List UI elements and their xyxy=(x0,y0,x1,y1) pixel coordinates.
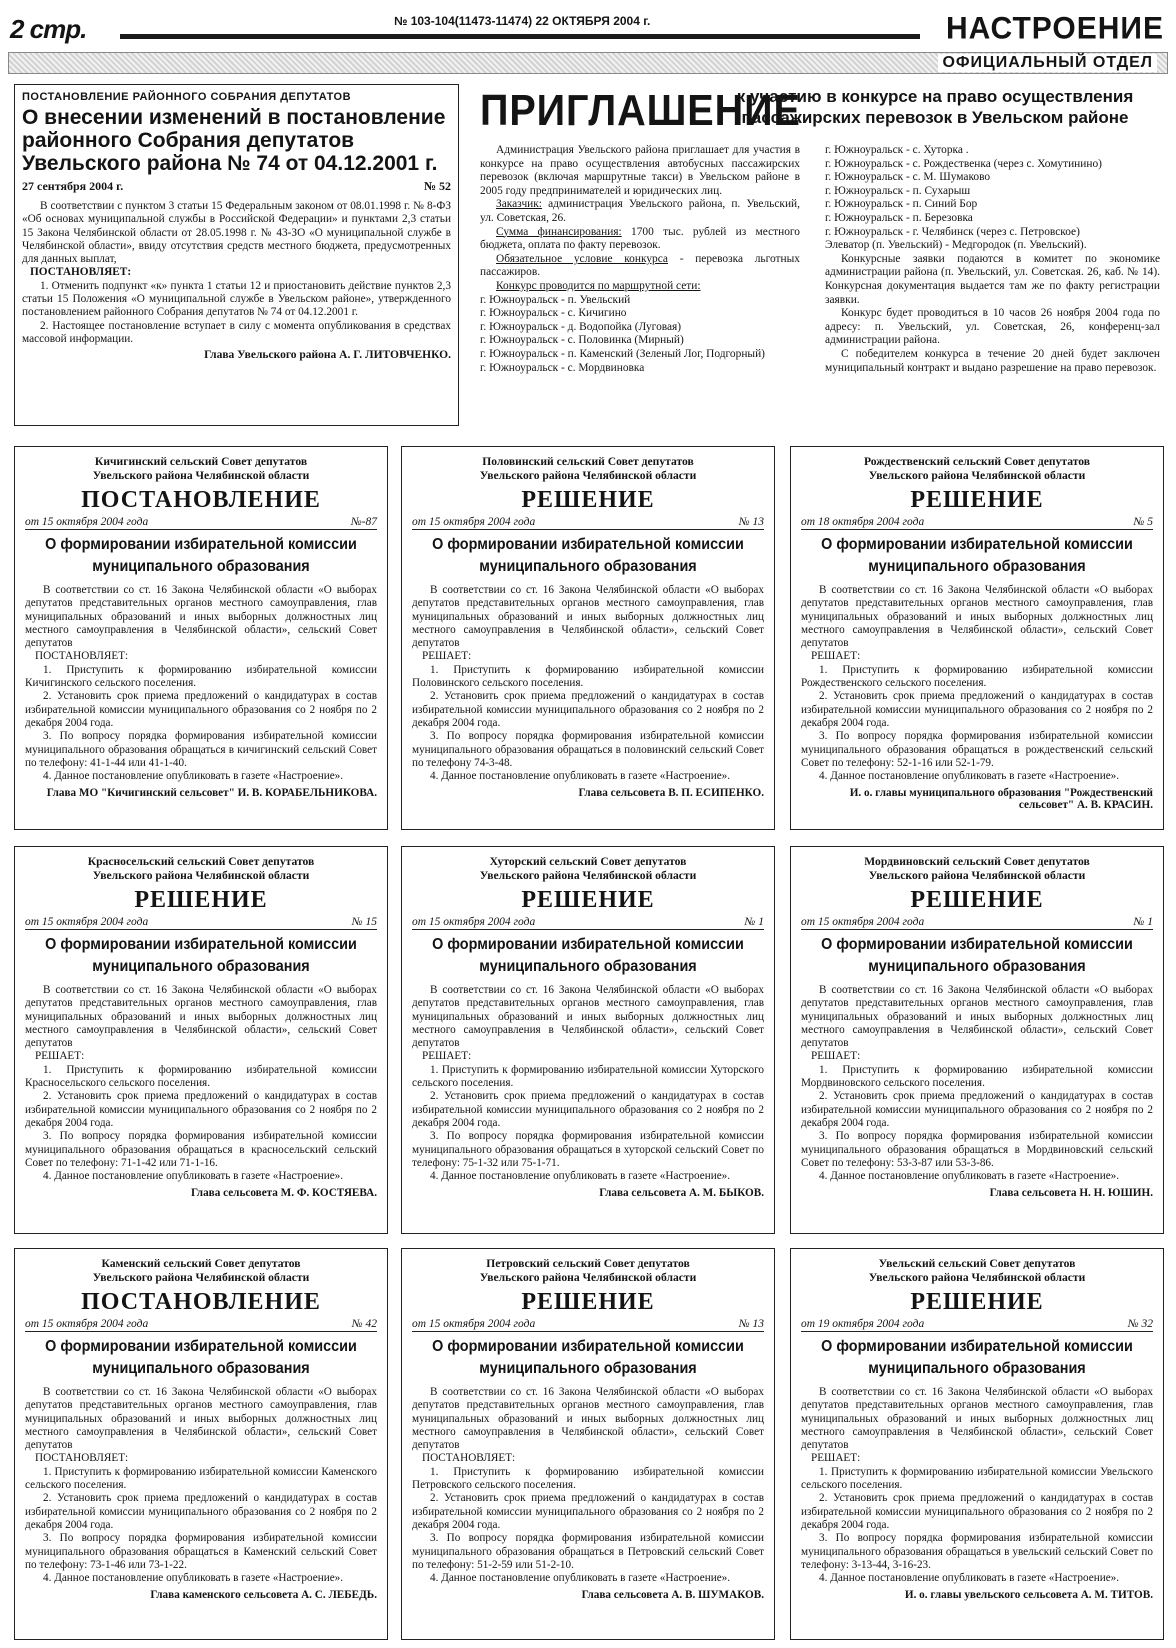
invitation-col-right xyxy=(825,144,1160,375)
card-dateline xyxy=(412,916,764,930)
card-item: 1. Приступить к формированию избирательной комиссии Кичигинского сельского поселения. xyxy=(25,663,377,690)
section-title: ОФИЦИАЛЬНЫЙ ОТДЕЛ xyxy=(938,54,1157,72)
issue-line: № 103-104(11473-11474) 22 ОКТЯБРЯ 2004 г. xyxy=(394,14,651,28)
invitation-customer: Заказчик: администрация Увельского района, п. Увельский, ул. Советская, 26. xyxy=(480,198,800,224)
resolution-box xyxy=(14,84,459,426)
invitation-condition: Обязательное условие конкурса - перевозка льготных пассажиров. xyxy=(480,252,800,279)
card-region: Увельского района Челябинской области xyxy=(868,1271,1086,1284)
route-item: г. Южноуральск - с. Мордвиновка xyxy=(480,361,645,374)
card-item: 1. Приступить к формированию избирательной комиссии Хуторского сельского поселения. xyxy=(412,1063,764,1090)
route-item: г. Южноуральск - п. Увельский xyxy=(480,293,631,306)
card-region: Увельского района Челябинской области xyxy=(92,469,310,482)
council-card-mordvinovka xyxy=(790,846,1164,1234)
card-dateline xyxy=(801,916,1153,930)
card-item: 2. Установить срок приема предложений о кандидатурах в состав избирательной комиссии муниципального образования со 2 ноября по 2 декабря 2004 года. xyxy=(25,690,377,729)
card-item: 2. Установить срок приема предложений о кандидатурах в состав избирательной комиссии муниципального образования со 2 ноября по 2 декабря 2004 года. xyxy=(412,690,764,729)
card-item: 1. Приступить к формированию избирательной комиссии Половинского сельского поселения. xyxy=(412,663,764,690)
card-decree: РЕШАЕТ: xyxy=(811,1452,861,1465)
card-number: № 1 xyxy=(744,916,764,928)
card-title: О формировании избирательной комиссии муниципального образования xyxy=(821,1338,1133,1377)
card-number: № 13 xyxy=(738,1318,764,1330)
route-item: г. Южноуральск - с. Кичигино xyxy=(480,307,627,320)
invitation-col-left xyxy=(480,144,800,375)
card-date: от 18 октября 2004 года xyxy=(801,516,925,528)
card-body xyxy=(25,984,377,1183)
card-intro: В соответствии со ст. 16 Закона Челябинской области «О выборах депутатов представительных органов местного самоуправления, глав муниципальных образований и иных выборных должностных лиц местного самоуправления в Челябинской области», сельский Совет депутатов xyxy=(801,1386,1153,1452)
card-org: Кичигинский сельский Совет депутатов xyxy=(94,455,308,468)
invitation-intro: Администрация Увельского района приглашает для участия в конкурсе на право осуществления автобусных пассажирских перевозок (включая маршрутные такси) в Увельском районе в 2005 году предпринимателей и юридических лиц. xyxy=(480,144,800,197)
card-body xyxy=(801,984,1153,1183)
header-rule xyxy=(120,34,920,39)
resolution-p3: 2. Настоящее постановление вступает в силу с момента опубликования в средствах массовой информации. xyxy=(22,319,451,345)
card-title: О формировании избирательной комиссии муниципального образования xyxy=(45,536,357,575)
card-decree: ПОСТАНОВЛЯЕТ: xyxy=(422,1452,516,1465)
card-org: Рождественский сельский Совет депутатов xyxy=(863,455,1091,468)
card-title: О формировании избирательной комиссии муниципального образования xyxy=(45,1338,357,1377)
card-date: от 15 октября 2004 года xyxy=(25,916,149,928)
card-title: О формировании избирательной комиссии муниципального образования xyxy=(821,936,1133,975)
card-number: № 1 xyxy=(1133,916,1153,928)
card-date: от 15 октября 2004 года xyxy=(412,916,536,928)
card-date: от 15 октября 2004 года xyxy=(412,1318,536,1330)
card-date: от 19 октября 2004 года xyxy=(801,1318,925,1330)
card-body xyxy=(25,584,377,783)
card-decree: РЕШАЕТ: xyxy=(35,1050,85,1063)
card-body xyxy=(25,1386,377,1585)
card-item: 4. Данное постановление опубликовать в газете «Настроение». xyxy=(430,770,731,783)
card-intro: В соответствии со ст. 16 Закона Челябинской области «О выборах депутатов представительных органов местного самоуправления, глав муниципальных образований и иных выборных должностных лиц местного самоуправления в Челябинской области», сельский Совет депутатов xyxy=(25,984,377,1050)
card-org: Каменский сельский Совет депутатов xyxy=(101,1257,301,1270)
invitation-network: Конкурс проводится по маршрутной сети: xyxy=(496,279,701,292)
card-sign: Глава сельсовета В. П. ЕСИПЕНКО. xyxy=(578,787,764,800)
card-item: 2. Установить срок приема предложений о кандидатурах в состав избирательной комиссии муниципального образования со 2 ноября по 2 декабря 2004 года. xyxy=(801,1090,1153,1129)
resolution-decree: ПОСТАНОВЛЯЕТ: xyxy=(30,266,132,279)
card-dateline xyxy=(801,516,1153,530)
card-item: 3. По вопросу порядка формирования избирательной комиссии муниципального образования обращаться в Каменский сельский Совет по телефону: 73-1-46 или 73-1-22. xyxy=(25,1532,377,1571)
card-item: 3. По вопросу порядка формирования избирательной комиссии муниципального образования обращаться в половинский сельский Совет по телефону 74-3-48. xyxy=(412,730,764,769)
card-region: Увельского района Челябинской области xyxy=(868,869,1086,882)
card-title: О формировании избирательной комиссии муниципального образования xyxy=(432,1338,744,1377)
route-item: Элеватор (п. Увельский) - Медгородок (п. Увельский). xyxy=(825,239,1087,252)
card-item: 1. Приступить к формированию избирательной комиссии Красносельского сельского поселения. xyxy=(25,1063,377,1090)
card-title: О формировании избирательной комиссии муниципального образования xyxy=(432,536,744,575)
card-item: 4. Данное постановление опубликовать в газете «Настроение». xyxy=(819,1170,1120,1183)
card-doc-type: РЕШЕНИЕ xyxy=(910,887,1044,913)
card-region: Увельского района Челябинской области xyxy=(868,469,1086,482)
card-item: 3. По вопросу порядка формирования избирательной комиссии муниципального образования обращаться в рождественский сельский Совет по телефону: 52-1-16 или 52-1-79. xyxy=(801,730,1153,769)
route-item: г. Южноуральск - с. Половинка (Мирный) xyxy=(480,334,684,347)
card-sign: Глава сельсовета Н. Н. ЮШИН. xyxy=(989,1187,1153,1200)
card-doc-type: ПОСТАНОВЛЕНИЕ xyxy=(81,1289,321,1315)
card-doc-type: РЕШЕНИЕ xyxy=(910,1289,1044,1315)
card-item: 2. Установить срок приема предложений о кандидатурах в состав избирательной комиссии муниципального образования со 2 ноября по 2 декабря 2004 года. xyxy=(801,690,1153,729)
card-item: 2. Установить срок приема предложений о кандидатурах в состав избирательной комиссии муниципального образования со 2 ноября по 2 декабря 2004 года. xyxy=(412,1492,764,1531)
route-item: г. Южноуральск - д. Водопойка (Луговая) xyxy=(480,320,682,333)
card-dateline xyxy=(25,516,377,530)
card-item: 1. Приступить к формированию избирательной комиссии Каменского сельского поселения. xyxy=(25,1465,377,1492)
page-header xyxy=(8,11,1168,48)
card-sign: И. о. главы муниципального образования "Рождественский сельсовет" А. В. КРАСИН. xyxy=(849,787,1153,812)
card-dateline xyxy=(412,1318,764,1332)
card-intro: В соответствии со ст. 16 Закона Челябинской области «О выборах депутатов представительных органов местного самоуправления, глав муниципальных образований и иных выборных должностных лиц местного самоуправления в Челябинской области», сельский Совет депутатов xyxy=(25,584,377,650)
resolution-p1: В соответствии с пунктом 3 статьи 15 Федеральным законом от 08.01.1998 г. № 8-ФЗ «Об основах муниципальной службы в Российской Федерации» и пунктами 2,3 статьи 15 Закона Челябинской области от 28.05.1998 г. № 43-ЗО «О муниципальной службе в Челябинской области», ввиду отсутствия средств местного бюджета, предусмотренных для данных выплат, xyxy=(22,200,451,266)
card-item: 1. Приступить к формированию избирательной комиссии Увельского сельского поселения. xyxy=(801,1465,1153,1492)
card-decree: ПОСТАНОВЛЯЕТ: xyxy=(35,1452,129,1465)
card-body xyxy=(412,1386,764,1585)
card-org: Петровский сельский Совет депутатов xyxy=(486,1257,690,1270)
council-card-krasnoselka xyxy=(14,846,388,1234)
card-doc-type: РЕШЕНИЕ xyxy=(910,487,1044,513)
card-item: 4. Данное постановление опубликовать в газете «Настроение». xyxy=(43,770,344,783)
page-number: 2 стр. xyxy=(10,14,87,44)
section-bar xyxy=(8,52,1168,74)
card-number: № 42 xyxy=(351,1318,377,1330)
card-item: 1. Приступить к формированию избирательной комиссии Рождественского сельского поселения. xyxy=(801,663,1153,690)
card-number: № 32 xyxy=(1127,1318,1153,1330)
card-doc-type: РЕШЕНИЕ xyxy=(521,887,655,913)
card-date: от 15 октября 2004 года xyxy=(801,916,925,928)
resolution-p2: 1. Отменить подпункт «к» пункта 1 статьи 12 и приостановить действие пунктов 2,3 статьи 15 Положения «О муниципальной службе в Увельском районе», утвержденного постановлением районного Собрания депутатов № 74 от 04.12.2001 г. xyxy=(22,279,451,319)
card-title: О формировании избирательной комиссии муниципального образования xyxy=(432,936,744,975)
invitation-subtitle: к участию в конкурсе на право осуществления пассажирских перевозок в Увельском районе xyxy=(736,87,1134,127)
route-item: г. Южноуральск - п. Каменский (Зеленый Лог, Подгорный) xyxy=(480,347,765,360)
card-number: № 5 xyxy=(1133,516,1153,528)
resolution-kicker: ПОСТАНОВЛЕНИЕ РАЙОННОГО СОБРАНИЯ ДЕПУТАТОВ xyxy=(22,91,352,103)
card-item: 3. По вопросу порядка формирования избирательной комиссии муниципального образования обращаться в красносельский сельский Совет по телефону: 71-1-42 или 71-1-16. xyxy=(25,1130,377,1169)
card-date: от 15 октября 2004 года xyxy=(25,1318,149,1330)
card-region: Увельского района Челябинской области xyxy=(92,1271,310,1284)
council-card-kichigino xyxy=(14,446,388,830)
invitation-contest-date: Конкурс будет проводиться в 10 часов 26 ноября 2004 года по адресу: п. Увельский, ул. Советская, 26, конференц-зал администрации района. xyxy=(825,307,1160,347)
card-intro: В соответствии со ст. 16 Закона Челябинской области «О выборах депутатов представительных органов местного самоуправления, глав муниципальных образований и иных выборных должностных лиц местного самоуправления в Челябинской области», сельский Совет депутатов xyxy=(801,584,1153,650)
card-decree: РЕШАЕТ: xyxy=(811,650,861,663)
card-item: 4. Данное постановление опубликовать в газете «Настроение». xyxy=(43,1572,344,1585)
card-item: 2. Установить срок приема предложений о кандидатурах в состав избирательной комиссии муниципального образования со 2 ноября по 2 декабря 2004 года. xyxy=(412,1090,764,1129)
card-body xyxy=(801,1386,1153,1585)
resolution-date: 27 сентября 2004 г. xyxy=(22,179,124,193)
invitation-finance: Сумма финансирования: 1700 тыс. рублей из местного бюджета, оплата по факту перевозок. xyxy=(480,225,800,252)
card-item: 4. Данное постановление опубликовать в газете «Настроение». xyxy=(819,770,1120,783)
council-card-khutorka xyxy=(401,846,775,1234)
resolution-title: О внесении изменений в постановление районного Собрания депутатов Увельского района № 74 от 04.12.2001 г. xyxy=(22,106,446,175)
route-item: г. Южноуральск - с. М. Шумаково xyxy=(825,171,991,184)
council-card-uvelsky xyxy=(790,1248,1164,1640)
invitation-word: ПРИГЛАШЕНИЕ xyxy=(480,86,801,135)
newspaper-brand: НАСТРОЕНИЕ xyxy=(945,11,1164,46)
card-intro: В соответствии со ст. 16 Закона Челябинской области «О выборах депутатов представительных органов местного самоуправления, глав муниципальных образований и иных выборных должностных лиц местного самоуправления в Челябинской области», сельский Совет депутатов xyxy=(25,1386,377,1452)
route-item: г. Южноуральск - п. Синий Бор xyxy=(825,198,978,211)
card-item: 4. Данное постановление опубликовать в газете «Настроение». xyxy=(819,1572,1120,1585)
card-doc-type: РЕШЕНИЕ xyxy=(521,1289,655,1315)
card-decree: РЕШАЕТ: xyxy=(422,1050,472,1063)
card-sign: Глава сельсовета А. М. БЫКОВ. xyxy=(599,1187,764,1200)
card-dateline xyxy=(801,1318,1153,1332)
card-sign: Глава сельсовета А. В. ШУМАКОВ. xyxy=(581,1589,764,1602)
card-item: 3. По вопросу порядка формирования избирательной комиссии муниципального образования обращаться в увельский сельский Совет по телефону: 3-13-44, 3-16-23. xyxy=(801,1532,1153,1571)
route-item: г. Южноуральск - п. Сухарыш xyxy=(825,184,971,197)
card-number: №-87 xyxy=(350,516,377,528)
card-dateline xyxy=(25,1318,377,1332)
card-number: № 13 xyxy=(738,516,764,528)
card-org: Хуторский сельский Совет депутатов xyxy=(489,855,687,868)
card-item: 4. Данное постановление опубликовать в газете «Настроение». xyxy=(43,1170,344,1183)
card-region: Увельского района Челябинской области xyxy=(92,869,310,882)
card-org: Мордвиновский сельский Совет депутатов xyxy=(864,855,1090,868)
route-list-2 xyxy=(825,144,1160,253)
card-item: 4. Данное постановление опубликовать в газете «Настроение». xyxy=(430,1572,731,1585)
card-item: 2. Установить срок приема предложений о кандидатурах в состав избирательной комиссии муниципального образования со 2 ноября по 2 декабря 2004 года. xyxy=(25,1492,377,1531)
card-item: 1. Приступить к формированию избирательной комиссии Мордвиновского сельского поселения. xyxy=(801,1063,1153,1090)
council-card-rozhdestvenka xyxy=(790,446,1164,830)
card-intro: В соответствии со ст. 16 Закона Челябинской области «О выборах депутатов представительных органов местного самоуправления, глав муниципальных образований и иных выборных должностных лиц местного самоуправления в Челябинской области», сельский Совет депутатов xyxy=(412,1386,764,1452)
resolution-sign: Глава Увельского района А. Г. ЛИТОВЧЕНКО. xyxy=(204,349,451,362)
route-item: г. Южноуральск - п. Березовка xyxy=(825,211,973,224)
route-item: г. Южноуральск - с. Хуторка . xyxy=(825,144,969,156)
card-date: от 15 октября 2004 года xyxy=(412,516,536,528)
card-date: от 15 октября 2004 года xyxy=(25,516,149,528)
card-doc-type: РЕШЕНИЕ xyxy=(521,487,655,513)
card-number: № 15 xyxy=(351,916,377,928)
card-intro: В соответствии со ст. 16 Закона Челябинской области «О выборах депутатов представительных органов местного самоуправления, глав муниципальных образований и иных выборных должностных лиц местного самоуправления в Челябинской области», сельский Совет депутатов xyxy=(801,984,1153,1050)
card-item: 2. Установить срок приема предложений о кандидатурах в состав избирательной комиссии муниципального образования со 2 ноября по 2 декабря 2004 года. xyxy=(25,1090,377,1129)
card-decree: ПОСТАНОВЛЯЕТ: xyxy=(35,650,129,663)
card-org: Увельский сельский Совет депутатов xyxy=(878,1257,1076,1270)
card-item: 3. По вопросу порядка формирования избирательной комиссии муниципального образования обращаться в хуторской сельский Совет по телефону: 75-1-32 или 75-1-71. xyxy=(412,1130,764,1169)
invitation-winner: С победителем конкурса в течение 20 дней будет заключен муниципальный контракт и выдано разрешение на право перевозок. xyxy=(825,347,1160,374)
card-body xyxy=(412,584,764,783)
card-org: Красносельский сельский Совет депутатов xyxy=(87,855,315,868)
card-item: 1. Приступить к формированию избирательной комиссии Петровского сельского поселения. xyxy=(412,1465,764,1492)
card-doc-type: РЕШЕНИЕ xyxy=(134,887,268,913)
card-decree: РЕШАЕТ: xyxy=(422,650,472,663)
card-region: Увельского района Челябинской области xyxy=(479,469,697,482)
card-intro: В соответствии со ст. 16 Закона Челябинской области «О выборах депутатов представительных органов местного самоуправления, глав муниципальных образований и иных выборных должностных лиц местного самоуправления в Челябинской области», сельский Совет депутатов xyxy=(412,584,764,650)
card-sign: Глава МО "Кичигинский сельсовет" И. В. КОРАБЕЛЬНИКОВА. xyxy=(46,787,377,800)
card-sign: Глава сельсовета М. Ф. КОСТЯЕВА. xyxy=(190,1187,377,1200)
card-region: Увельского района Челябинской области xyxy=(479,869,697,882)
card-item: 3. По вопросу порядка формирования избирательной комиссии муниципального образования обращаться в Мордвиновский сельский Совет по телефону: 53-3-87 или 53-3-86. xyxy=(801,1130,1153,1169)
card-body xyxy=(801,584,1153,783)
invitation-applications: Конкурсные заявки подаются в комитет по экономике администрации района (п. Увельский, ул. Советская. 26, каб. № 14). Конкурсная документация выдается там же по факту регистрации заявки. xyxy=(825,252,1160,306)
council-card-petrovskoe xyxy=(401,1248,775,1640)
card-sign: И. о. главы увельского сельсовета А. М. ТИТОВ. xyxy=(904,1589,1153,1602)
card-sign: Глава каменского сельсовета А. С. ЛЕБЕДЬ. xyxy=(150,1589,377,1602)
card-intro: В соответствии со ст. 16 Закона Челябинской области «О выборах депутатов представительных органов местного самоуправления, глав муниципальных образований и иных выборных должностных лиц местного самоуправления в Челябинской области», сельский Совет депутатов xyxy=(412,984,764,1050)
card-region: Увельского района Челябинской области xyxy=(479,1271,697,1284)
card-body xyxy=(412,984,764,1183)
route-list-1 xyxy=(480,294,800,376)
card-dateline xyxy=(412,516,764,530)
route-item: г. Южноуральск - г. Челябинск (через с. Петровское) xyxy=(825,225,1080,238)
resolution-body xyxy=(22,200,451,346)
card-dateline xyxy=(25,916,377,930)
invitation-block xyxy=(480,86,1160,432)
card-doc-type: ПОСТАНОВЛЕНИЕ xyxy=(81,487,321,513)
council-card-kamensky xyxy=(14,1248,388,1640)
card-title: О формировании избирательной комиссии муниципального образования xyxy=(45,936,357,975)
resolution-number: № 52 xyxy=(423,179,451,193)
card-org: Половинский сельский Совет депутатов xyxy=(482,455,694,468)
council-card-polovinka xyxy=(401,446,775,830)
card-item: 2. Установить срок приема предложений о кандидатурах в состав избирательной комиссии муниципального образования со 2 ноября по 2 декабря 2004 года. xyxy=(801,1492,1153,1531)
card-title: О формировании избирательной комиссии муниципального образования xyxy=(821,536,1133,575)
card-item: 3. По вопросу порядка формирования избирательной комиссии муниципального образования обращаться в кичигинский сельский Совет по телефону: 41-1-44 или 41-1-40. xyxy=(25,730,377,769)
route-item: г. Южноуральск - с. Рождественка (через с. Хомутинино) xyxy=(825,157,1102,170)
card-item: 3. По вопросу порядка формирования избирательной комиссии муниципального образования обращаться в Петровский сельский Совет по телефону: 51-2-59 или 51-2-10. xyxy=(412,1532,764,1571)
resolution-meta xyxy=(22,179,451,194)
card-decree: РЕШАЕТ: xyxy=(811,1050,861,1063)
card-item: 4. Данное постановление опубликовать в газете «Настроение». xyxy=(430,1170,731,1183)
